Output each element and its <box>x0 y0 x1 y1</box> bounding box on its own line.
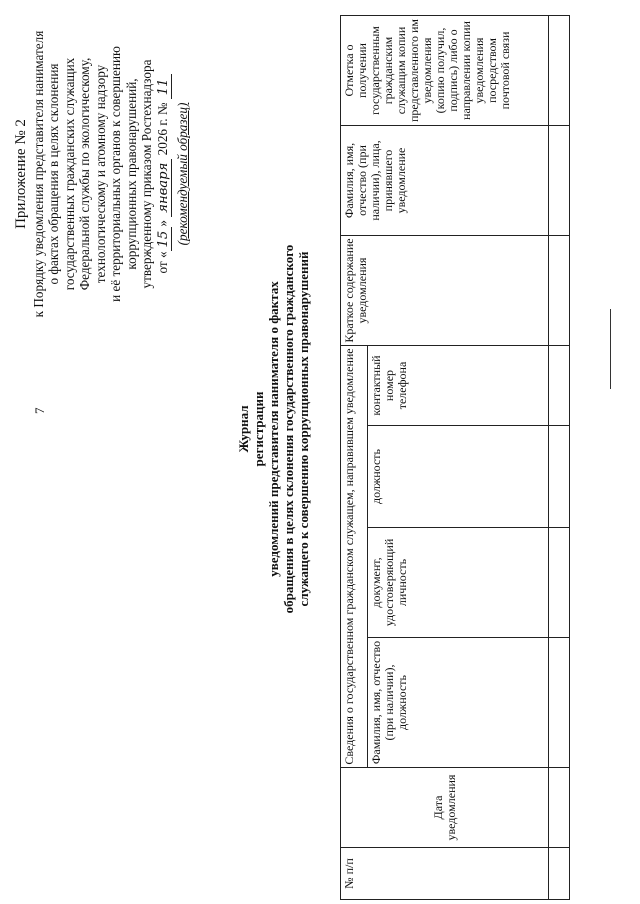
date-prefix: от « <box>154 251 170 274</box>
col-num-header: № п/п <box>341 848 549 900</box>
separator-line <box>610 309 611 389</box>
appendix-line: к Порядку уведомления представителя нанимателя <box>30 30 46 318</box>
appendix-line: Федеральной службы по экологическому, <box>77 57 92 291</box>
col-date-header: Дата уведомления <box>341 768 549 848</box>
col-group-header: Сведения о государственном гражданском служащем, направившем уведомление <box>341 346 368 768</box>
date-sep: » <box>154 220 170 227</box>
table-cell <box>549 768 570 848</box>
table-cell <box>549 346 570 426</box>
sub-phone-header: контактный номер телефона <box>368 346 549 426</box>
table-cell <box>549 126 570 236</box>
page-number: 7 <box>32 407 47 414</box>
table-cell <box>549 16 570 126</box>
heading-line: уведомлений представителя нанимателя о фактах <box>266 281 281 577</box>
appendix-line: утвержденному приказом Ростехнадзора <box>139 59 154 289</box>
heading-line: Журнал <box>236 405 251 453</box>
sample-note: (рекомендуемый образец) <box>175 102 190 246</box>
col-mark-header: Отметка о получении государственным гражданским служащим копии представленного им уведомления (копию получил, подпись) либо о направлении копии уведомления посредством почтовой связи <box>341 16 549 126</box>
table-header-row <box>341 16 368 900</box>
date-month: января <box>156 159 172 217</box>
appendix-line: государственных гражданских служащих <box>61 57 77 291</box>
appendix-line: о фактах обращения в целях склонения <box>46 63 61 285</box>
appendix-line: коррупционных правонарушений, <box>123 78 139 270</box>
table-cell <box>549 426 570 528</box>
appendix-block <box>14 4 191 344</box>
sub-position-header: должность <box>368 426 549 528</box>
col-content-header: Краткое содержание уведомления <box>341 236 549 346</box>
journal-table <box>340 15 570 900</box>
table-cell <box>549 638 570 768</box>
sub-fio-header: Фамилия, имя, отчество (при наличии), должность <box>368 638 549 768</box>
table-cell <box>549 528 570 638</box>
table-cell <box>549 848 570 900</box>
date-year: 2026 г. № <box>154 102 170 156</box>
order-number: 11 <box>156 74 172 99</box>
appendix-title: Приложение № 2 <box>13 119 29 229</box>
heading-line: регистрации <box>251 391 266 467</box>
col-receiver-header: Фамилия, имя, отчество (при наличии), лица, принявшего уведомление <box>341 126 549 236</box>
appendix-line: и её территориальных органов к совершению <box>108 46 123 302</box>
order-date-line <box>155 4 172 344</box>
heading-line: служащего к совершению коррупционных правонарушений <box>296 251 311 607</box>
appendix-line: технологическому и атомному надзору <box>92 64 108 284</box>
table-cell <box>549 236 570 346</box>
sub-doc-header: документ, удостоверяющий личность <box>368 528 549 638</box>
heading-line: обращения в целях склонения государственного гражданского <box>281 244 296 614</box>
date-day: 15 <box>156 227 172 252</box>
journal-heading <box>236 194 311 664</box>
table-row <box>549 16 570 900</box>
